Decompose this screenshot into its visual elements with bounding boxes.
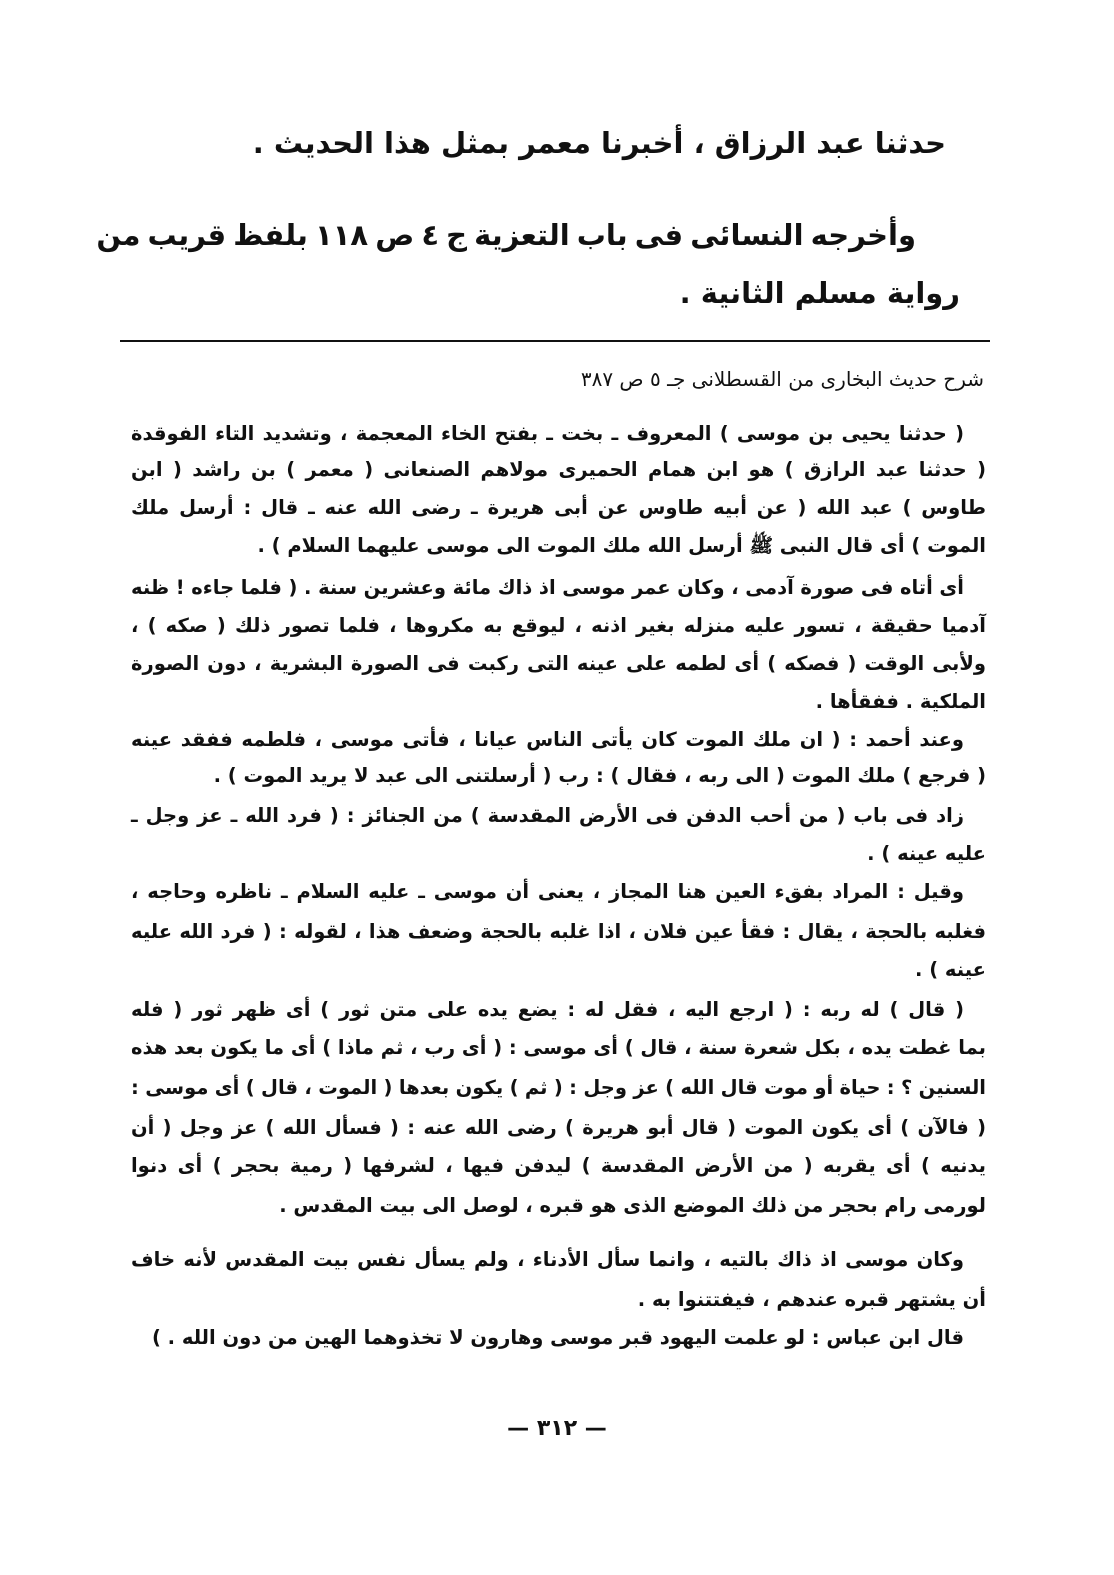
- body-line: وقيل : المراد بفقء العين هنا المجاز ، يعنى أن موسى ـ عليه السلام ـ ناظره وحاجه ،: [131, 880, 964, 903]
- header-line: حدثنا عبد الرزاق ، أخبرنا معمر بمثل هذا الحديث .: [252, 126, 946, 160]
- body-line: بما غطت يده ، بكل شعرة سنة ، قال ) أى موسى : ( أى رب ، ثم ماذا ) أى ما يكون بعد هذه: [131, 1036, 986, 1059]
- body-line: قال ابن عباس : لو علمت اليهود قبر موسى وهارون لا تخذوهما الهين من دون الله . ): [151, 1326, 964, 1349]
- source-heading: شرح حديث البخارى من القسطلانى جـ ٥ ص ٣٨٧: [580, 367, 984, 391]
- body-line: وكان موسى اذ ذاك بالتيه ، وانما سأل الأدناء ، ولم يسأل نفس بيت المقدس لأنه خاف: [131, 1248, 964, 1271]
- body-line: الملكية . ففقأها .: [815, 690, 986, 713]
- body-line: ولأبى الوقت ( فصكه ) أى لطمه على عينه التى ركبت فى الصورة البشرية ، دون الصورة: [131, 652, 986, 675]
- body-line: أن يشتهر قبره عندهم ، فيفتتنوا به .: [637, 1288, 986, 1311]
- body-line: ( حدثنا عبد الرازق ) هو ابن همام الحميرى مولاهم الصنعانى ( معمر ) بن راشد ( ابن: [131, 458, 986, 481]
- body-line: عينه ) .: [915, 958, 986, 981]
- body-line: عليه عينه ) .: [867, 842, 986, 865]
- page-number: — ٣١٢ —: [507, 1416, 607, 1441]
- body-line: ( فالآن ) أى يكون الموت ( قال أبو هريرة ) رضى الله عنه : ( فسأل الله ) عز وجل ( أن: [131, 1116, 986, 1139]
- body-line: آدميا حقيقة ، تسور عليه منزله بغير اذنه ، ليوقع به مكروها ، فلما تصور ذلك ( صكه ) ،: [131, 614, 986, 637]
- header-line: رواية مسلم الثانية .: [679, 276, 960, 310]
- body-line: زاد فى باب ( من أحب الدفن فى الأرض المقدسة ) من الجنائز : ( فرد الله ـ عز وجل ـ: [131, 804, 964, 827]
- body-line: الموت ) أى قال النبى ﷺ أرسل الله ملك الموت الى موسى عليهما السلام ) .: [257, 534, 986, 557]
- body-line: أى أتاه فى صورة آدمى ، وكان عمر موسى اذ ذاك مائة وعشرين سنة . ( فلما جاءه ! ظنه: [131, 576, 964, 599]
- body-line: فغلبه بالحجة ، يقال : فقأ عين فلان ، اذا غلبه بالحجة وضعف هذا ، لقوله : ( فرد الله عليه: [131, 920, 986, 943]
- divider-rule: [120, 340, 990, 342]
- header-line: وأخرجه النسائى فى باب التعزية ج ٤ ص ١١٨ بلفظ قريب من: [96, 218, 916, 252]
- body-line: طاوس ) عبد الله ( عن أبيه طاوس عن أبى هريرة ـ رضى الله عنه ـ قال : أرسل ملك: [131, 496, 986, 519]
- body-line: ( حدثنا يحيى بن موسى ) المعروف ـ بخت ـ بفتح الخاء المعجمة ، وتشديد التاء الفوقدة: [131, 422, 964, 445]
- body-line: ( فرجع ) ملك الموت ( الى ربه ، فقال ) : رب ( أرسلتنى الى عبد لا يريد الموت ) .: [213, 764, 986, 787]
- body-line: السنين ؟ : حياة أو موت قال الله ) عز وجل : ( ثم ) يكون بعدها ( الموت ، قال ) أى موسى :: [131, 1076, 986, 1099]
- body-line: ( قال ) له ربه : ( ارجع اليه ، فقل له : يضع يده على متن ثور ) أى ظهر ثور ( فله: [131, 998, 964, 1021]
- body-line: يدنيه ) أى يقربه ( من الأرض المقدسة ) ليدفن فيها ، لشرفها ( رمية بحجر ) أى دنوا: [131, 1154, 986, 1177]
- body-line: وعند أحمد : ( ان ملك الموت كان يأتى الناس عيانا ، فأتى موسى ، فلطمه ففقد عينه: [131, 728, 964, 751]
- body-line: لورمى رام بحجر من ذلك الموضع الذى هو قبره ، لوصل الى بيت المقدس .: [279, 1194, 986, 1217]
